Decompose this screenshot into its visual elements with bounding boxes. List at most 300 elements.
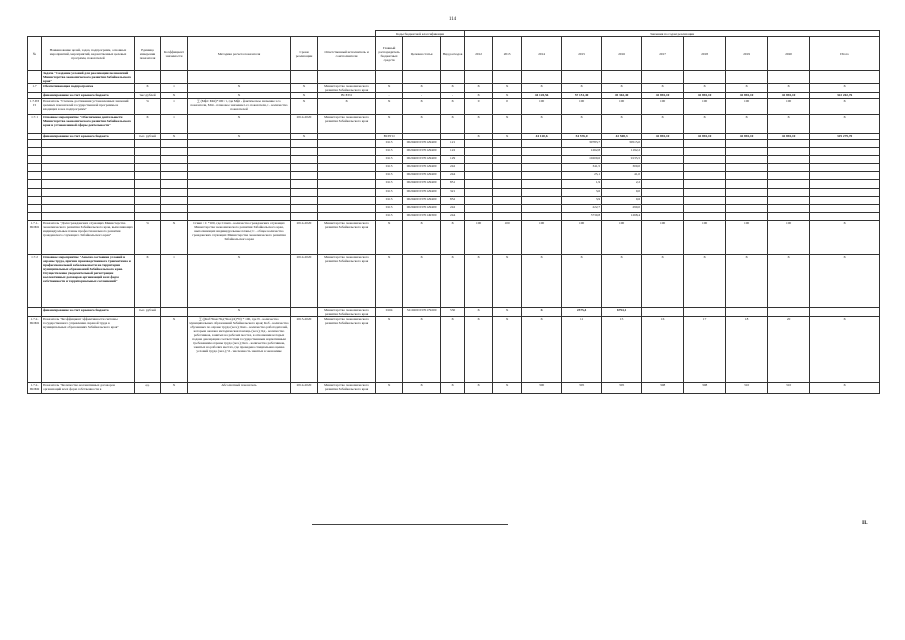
table-cell: ВСЕГО [318, 93, 376, 99]
table-cell [726, 307, 768, 316]
table-cell [726, 212, 768, 220]
table-row [28, 115, 880, 134]
table-cell [642, 212, 684, 220]
table-cell: финансирование за счет краевого бюджета [42, 93, 135, 99]
table-cell [42, 180, 135, 188]
table-row [28, 212, 880, 220]
table-cell: X [493, 382, 522, 393]
table-cell [465, 180, 493, 188]
table-cell [810, 164, 880, 172]
table-cell: X [318, 99, 376, 115]
table-cell [188, 156, 291, 164]
table-cell: 54 576,0 [562, 134, 602, 140]
table-cell [493, 204, 522, 212]
column-header: 2018 [684, 37, 726, 71]
table-cell: 17 [684, 316, 726, 382]
column-header: 2013 [493, 37, 522, 71]
table-cell [318, 156, 376, 164]
table-cell [642, 180, 684, 188]
table-cell: 0020400 0370149300 [403, 212, 441, 220]
table-cell [493, 172, 522, 180]
table-cell: 244 [441, 212, 465, 220]
table-cell: 305 [562, 382, 602, 393]
table-cell: X [493, 115, 522, 134]
table-cell [135, 140, 161, 148]
column-header: Итого [810, 37, 880, 71]
table-cell: X [810, 115, 880, 134]
column-header: Наименование целей, задач, подпрограмм, основных мероприятий, мероприятий, ведомственных целевых программ, показателей [42, 37, 135, 71]
table-cell: Министерство экономического развития Забайкальского края [318, 307, 376, 316]
table-cell: 300 [522, 382, 562, 393]
table-cell [493, 71, 522, 84]
table-cell: X [522, 84, 562, 93]
table-cell: 1268,4 [602, 212, 642, 220]
table-cell: X [441, 99, 465, 115]
table-cell: 2014-2020 [291, 220, 318, 254]
table-cell: 100 [522, 99, 562, 115]
table-cell: 9135,5 [602, 156, 642, 164]
table-cell [441, 71, 465, 84]
table-cell: X [810, 84, 880, 93]
table-cell: 30783,7 [562, 140, 602, 148]
table-cell: 0 [493, 99, 522, 115]
table-cell: X [403, 84, 441, 93]
table-cell: 5210200 0370179200 [403, 307, 441, 316]
table-cell [726, 156, 768, 164]
table-cell: 15 [602, 316, 642, 382]
table-cell: 45 362,40 [602, 93, 642, 99]
table-cell [642, 172, 684, 180]
table-cell [318, 212, 376, 220]
table-cell [291, 71, 318, 84]
table-cell [684, 164, 726, 172]
table-cell [465, 164, 493, 172]
table-row [28, 164, 880, 172]
table-cell [161, 156, 188, 164]
table-cell [28, 307, 42, 316]
table-cell [465, 204, 493, 212]
column-header: 2012 [465, 37, 493, 71]
table-cell: 1 [161, 254, 188, 307]
table-cell: 42 892,10 [684, 93, 726, 99]
table-cell: X [493, 254, 522, 307]
table-cell: финансирование за счет краевого бюджета [42, 307, 135, 316]
column-header: 2019 [726, 37, 768, 71]
table-cell: 57 151,40 [562, 93, 602, 99]
table-cell: X [522, 254, 562, 307]
table-cell: X [135, 84, 161, 93]
table-cell: X [441, 115, 465, 134]
table-cell: X [403, 316, 441, 382]
table-cell [188, 204, 291, 212]
table-row [28, 316, 880, 382]
table-cell: ∑ ((Коб+Кмо+Кд+Кох)/4)*N) * 100, где N - количество муниципальных образований Забайкальского края; Коб - количество обученных по охране труда (чел.); Кмо - количество работодателей, которым оказана методическая помощь (чел.); Кд - количество работников, занятых на рабочих местах, в отношении которых подана декларация соответствия государственным нормативным требованиям охраны труда (чел.); Кох - количество работников, занятых на рабочих местах, где проведена специальная оценка условий труда (чел.); Ч - численность занятых в экономике [188, 316, 291, 382]
table-cell: X [465, 134, 493, 140]
table-cell: 0113 [376, 156, 403, 164]
table-row [28, 307, 880, 316]
table-cell: Основное мероприятие "Обеспечение деятельности Министерства экономического развития Забайкальского края и установленной сферы деятельности" [42, 115, 135, 134]
table-cell [810, 71, 880, 84]
table-cell [726, 180, 768, 188]
table-cell [810, 196, 880, 204]
table-cell: 290,0 [602, 204, 642, 212]
table-cell: X [562, 115, 602, 134]
table-cell: 100 [768, 99, 810, 115]
table-cell: X [768, 115, 810, 134]
table-cell: X [493, 307, 522, 316]
table-cell [291, 148, 318, 156]
table-cell: X [465, 84, 493, 93]
table-cell [42, 212, 135, 220]
table-cell: 0020400 0370129400 [403, 204, 441, 212]
table-cell [465, 212, 493, 220]
table-cell: 30515,0 [602, 140, 642, 148]
table-cell [493, 188, 522, 196]
table-cell: Министерство экономического развития Забайкальского края [318, 220, 376, 254]
table-cell [768, 180, 810, 188]
table-cell: 244 [441, 172, 465, 180]
table-cell: X [465, 115, 493, 134]
table-cell [726, 148, 768, 156]
table-cell: X [376, 316, 403, 382]
table-row [28, 71, 880, 84]
table-cell [28, 148, 42, 156]
table-cell [493, 148, 522, 156]
table-cell [726, 71, 768, 84]
table-cell: X [161, 382, 188, 393]
table-cell [493, 212, 522, 220]
table-cell: X [642, 84, 684, 93]
table-cell: X [465, 316, 493, 382]
table-cell: 0113 [376, 148, 403, 156]
table-cell [161, 204, 188, 212]
table-cell [161, 71, 188, 84]
table-cell: 341,5 [562, 164, 602, 172]
table-cell [188, 71, 291, 84]
table-cell: 0020400 0370129400 [403, 148, 441, 156]
table-row [28, 382, 880, 393]
table-row [28, 254, 880, 307]
table-cell: 100 [726, 220, 768, 254]
table-cell [726, 172, 768, 180]
table-cell [161, 212, 188, 220]
table-cell [602, 71, 642, 84]
table-cell [291, 172, 318, 180]
table-cell: тыс. рублей [135, 307, 161, 316]
table-cell: 0113 [376, 140, 403, 148]
table-cell [135, 204, 161, 212]
table-cell: 1 [161, 115, 188, 134]
table-cell [161, 307, 188, 316]
table-cell: 242 [441, 204, 465, 212]
table-cell: X [602, 115, 642, 134]
table-cell: X [376, 115, 403, 134]
table-cell [768, 140, 810, 148]
table-cell: Задача "Создание условий для реализации полномочий Министерства экономического развития Забайкальского края" [42, 71, 135, 84]
table-cell: 2,2 [602, 180, 642, 188]
table-cell [161, 180, 188, 188]
table-cell [188, 140, 291, 148]
table-cell [403, 71, 441, 84]
table-row [28, 140, 880, 148]
table-row [28, 148, 880, 156]
table-cell [291, 180, 318, 188]
table-cell [684, 148, 726, 156]
table-cell [188, 188, 291, 196]
column-header: № [28, 37, 42, 71]
table-cell: - [376, 93, 403, 99]
table-cell [522, 148, 562, 156]
table-cell: 44 120,56 [522, 93, 562, 99]
table-cell [42, 196, 135, 204]
year-values-group-header: Значения по годам реализации [465, 31, 880, 37]
table-cell [465, 156, 493, 164]
table-cell [318, 140, 376, 148]
table-cell: Показатель "Степень достижения установленных значений целевых показателей государственной программы и входящих в нее подпрограмм" [42, 99, 135, 115]
table-cell: X [493, 316, 522, 382]
table-cell: X [726, 115, 768, 134]
table-cell [28, 188, 42, 196]
table-cell: 122 [441, 148, 465, 156]
table-row [28, 204, 880, 212]
table-cell [684, 307, 726, 316]
table-cell [522, 71, 562, 84]
table-cell [291, 196, 318, 204]
budget-codes-group-header: Коды бюджетной классификации [376, 31, 465, 37]
column-header: 2017 [642, 37, 684, 71]
table-cell [768, 156, 810, 164]
table-cell [642, 148, 684, 156]
table-cell: X [376, 99, 403, 115]
table-cell [726, 140, 768, 148]
table-cell: 1.7.2-ПОМ1 [28, 316, 42, 382]
table-cell: 0113 [376, 180, 403, 188]
table-cell: X [403, 254, 441, 307]
table-cell: X [684, 254, 726, 307]
table-cell: Министерство экономического развития Забайкальского края [318, 254, 376, 307]
table-cell: 1262,8 [562, 148, 602, 156]
table-cell [28, 180, 42, 188]
table-cell: 310 [768, 382, 810, 393]
table-cell [493, 156, 522, 164]
table-cell: 2015-2020 [291, 316, 318, 382]
table-cell [318, 204, 376, 212]
table-cell: 0020400 0370129400 [403, 156, 441, 164]
table-cell [28, 196, 42, 204]
table-cell: X [135, 115, 161, 134]
table-cell [291, 164, 318, 172]
bottom-rule [312, 524, 508, 525]
table-cell [810, 307, 880, 316]
table-cell: X [161, 134, 188, 140]
table-cell [318, 71, 376, 84]
table-cell: X [403, 382, 441, 393]
table-cell [522, 164, 562, 172]
table-cell: 2014-2020 [291, 382, 318, 393]
table-cell: 100 [684, 99, 726, 115]
table-cell: Сгвип / С *100, где Сгвип - количество гражданских служащих Министерства экономического развития Забайкальского края, выполняющих индивидуальные планы; С - общее количество гражданских служащих Министерства экономического развития Забайкальского края [188, 220, 291, 254]
table-cell: 0020400 0370129400 [403, 180, 441, 188]
table-row [28, 172, 880, 180]
table-cell: 0113 [376, 188, 403, 196]
table-cell [188, 180, 291, 188]
table-cell: 10209,6 [562, 156, 602, 164]
table-cell [493, 164, 522, 172]
table-cell [42, 204, 135, 212]
table-cell: 308 [642, 382, 684, 393]
table-cell: X [726, 84, 768, 93]
table-cell: X [291, 93, 318, 99]
table-cell: X [602, 84, 642, 93]
table-cell [42, 188, 135, 196]
table-cell: 42 892,10 [642, 134, 684, 140]
table-cell [684, 196, 726, 204]
table-cell [188, 172, 291, 180]
table-cell: 0020400 0370129400 [403, 172, 441, 180]
table-cell [684, 212, 726, 220]
table-cell [642, 307, 684, 316]
table-cell [810, 180, 880, 188]
page-number: 114 [448, 17, 457, 22]
program-table [27, 30, 880, 394]
table-cell: X [376, 254, 403, 307]
table-cell: Обеспечивающая подпрограмма [42, 84, 135, 93]
table-cell: 1192,2 [602, 148, 642, 156]
table-cell [161, 164, 188, 172]
table-cell: X [376, 84, 403, 93]
table-cell: X [602, 254, 642, 307]
table-cell: 25,1 [562, 172, 602, 180]
table-cell: 18 [726, 316, 768, 382]
table-cell: X [642, 115, 684, 134]
table-cell [465, 148, 493, 156]
table-cell [291, 204, 318, 212]
table-cell [684, 180, 726, 188]
table-cell: 100 [726, 99, 768, 115]
table-cell: 305 [602, 382, 642, 393]
table-cell [642, 204, 684, 212]
table-cell: 3730,8 [562, 212, 602, 220]
table-cell [522, 196, 562, 204]
table-cell: 0104 [376, 307, 403, 316]
table-cell [768, 148, 810, 156]
table-cell [493, 140, 522, 148]
table-cell: X [562, 84, 602, 93]
table-cell: 0113 [376, 212, 403, 220]
table-cell: X [188, 115, 291, 134]
table-cell: X [465, 307, 493, 316]
table-cell: 20 [768, 316, 810, 382]
table-cell [42, 164, 135, 172]
table-cell: 100 [602, 99, 642, 115]
table-cell [188, 164, 291, 172]
table-row [28, 84, 880, 93]
column-header: 2016 [602, 37, 642, 71]
table-cell: X [403, 99, 441, 115]
table-cell: X [810, 220, 880, 254]
table-cell [42, 156, 135, 164]
table-cell [28, 204, 42, 212]
column-header: Целевая статья [403, 37, 441, 71]
table-cell [135, 180, 161, 188]
table-cell [318, 148, 376, 156]
table-cell: 2575,4 [562, 307, 602, 316]
column-header: Единица измерения показателя [135, 37, 161, 71]
table-cell: 100 [602, 220, 642, 254]
bottom-mark: II. [862, 520, 868, 526]
table-cell: X [465, 382, 493, 393]
table-cell: X [161, 316, 188, 382]
table-cell [562, 71, 602, 84]
table-cell [768, 307, 810, 316]
column-header: 2020 [768, 37, 810, 71]
column-header: Вид расходов [441, 37, 465, 71]
table-cell [135, 212, 161, 220]
table-cell [465, 196, 493, 204]
table-cell: X [291, 99, 318, 115]
table-cell: тыс.рублей [135, 93, 161, 99]
table-cell: 1 [161, 99, 188, 115]
table-cell [28, 140, 42, 148]
table-cell: X [188, 84, 291, 93]
table-cell: X [161, 220, 188, 254]
table-cell: 1 [161, 84, 188, 93]
table-cell: 0020400 0370129400 [403, 188, 441, 196]
table-cell [28, 71, 42, 84]
table-cell: X [135, 254, 161, 307]
table-cell: 100 [562, 99, 602, 115]
table-cell: 222,7 [562, 204, 602, 212]
table-cell: 0 [465, 99, 493, 115]
table-cell: Показатель "Коэффициент эффективности системы государственного управления охраной труда в муниципальных образованиях Забайкальского края" [42, 316, 135, 382]
table-cell: X [441, 316, 465, 382]
table-cell: 41,0 [602, 172, 642, 180]
column-header: Сроки реализации [291, 37, 318, 71]
table-cell: 100 [684, 220, 726, 254]
table-cell [493, 196, 522, 204]
table-cell [684, 204, 726, 212]
table-cell [768, 196, 810, 204]
table-cell [522, 188, 562, 196]
table-cell [642, 71, 684, 84]
table-cell [188, 212, 291, 220]
table-cell: 100 [522, 220, 562, 254]
table-cell: 42 508,3 [602, 134, 642, 140]
table-cell: X [441, 254, 465, 307]
table-cell [810, 212, 880, 220]
table-cell: 100 [465, 220, 493, 254]
table-cell: X [642, 254, 684, 307]
table-cell [768, 71, 810, 84]
table-cell: 3,9 [562, 196, 602, 204]
table-cell: 852 [441, 196, 465, 204]
table-cell [642, 140, 684, 148]
table-cell: X [188, 307, 291, 316]
table-cell [161, 196, 188, 204]
column-header: Ответственный исполнитель и соисполнители [318, 37, 376, 71]
table-cell: 322 202,76 [810, 93, 880, 99]
table-cell [768, 204, 810, 212]
table-cell: X [522, 307, 562, 316]
table-cell: 1.7.ПЗП [28, 99, 42, 115]
table-cell: 1.7.2-ПОМ2 [28, 382, 42, 393]
table-cell [726, 204, 768, 212]
table-cell [318, 188, 376, 196]
table-cell: ∑ (Мфi: Мпi)*100 / t, где Мфi - фактическое значение i-го показателя, Мпi - плановое значение i-го показателя, t - количество показателей [188, 99, 291, 115]
table-cell [161, 148, 188, 156]
table-cell [135, 148, 161, 156]
table-cell: X [188, 93, 291, 99]
